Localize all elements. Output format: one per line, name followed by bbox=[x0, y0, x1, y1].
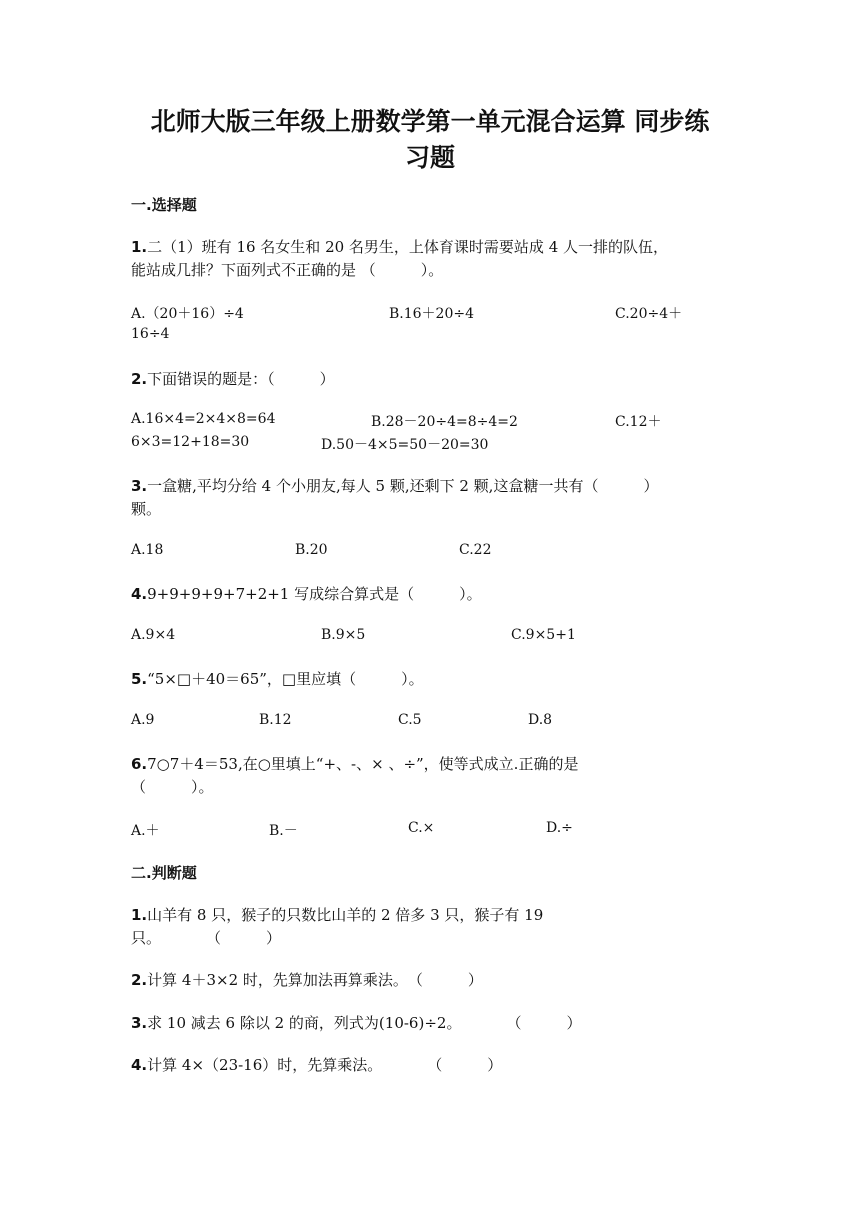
option-d[interactable]: D.50－4×5=50－20=30 bbox=[321, 437, 489, 453]
option-a[interactable]: A.＋ bbox=[131, 823, 160, 839]
question-number: 5. bbox=[131, 670, 148, 688]
option-d[interactable]: D.÷ bbox=[546, 820, 573, 836]
question-number: 1. bbox=[131, 238, 148, 256]
question-5 bbox=[131, 668, 424, 691]
question-text-cont[interactable]: 只。 （ ） bbox=[131, 929, 282, 947]
question-number: 4. bbox=[131, 585, 148, 603]
question-6 bbox=[131, 753, 578, 799]
question-text-cont: 颗。 bbox=[131, 500, 162, 518]
judgement-4 bbox=[131, 1054, 502, 1077]
question-text: 7○7＋4＝53,在○里填上“+、-、× 、÷”，使等式成立.正确的是 bbox=[147, 755, 579, 773]
question-text[interactable]: 计算 4×（23-16）时，先算乘法。 （ ） bbox=[147, 1056, 503, 1074]
option-a[interactable]: A.18 bbox=[131, 542, 164, 558]
option-b[interactable]: B.9×5 bbox=[321, 627, 366, 643]
option-b[interactable]: B.12 bbox=[259, 712, 292, 728]
question-number: 2. bbox=[131, 370, 148, 388]
question-2 bbox=[131, 368, 335, 391]
question-text: 山羊有 8 只，猴子的只数比山羊的 2 倍多 3 只，猴子有 19 bbox=[147, 906, 544, 924]
question-number: 1. bbox=[131, 906, 148, 924]
title-line-2: 习题 bbox=[404, 143, 455, 172]
option-b[interactable]: B.28－20÷4=8÷4=2 bbox=[371, 414, 518, 430]
option-a[interactable]: A.（20＋16）÷4 bbox=[131, 306, 244, 322]
option-d[interactable]: D.8 bbox=[528, 712, 553, 728]
section-heading-choice: 一.选择题 bbox=[131, 196, 197, 214]
option-a[interactable]: A.9 bbox=[131, 712, 155, 728]
question-number: 2. bbox=[131, 971, 148, 989]
question-text-cont: 能站成几排？下面列式不正确的是 （ ）。 bbox=[131, 261, 444, 279]
option-b[interactable]: B.16＋20÷4 bbox=[389, 306, 475, 322]
judgement-1 bbox=[131, 904, 543, 950]
section-heading-judgement: 二.判断题 bbox=[131, 864, 197, 882]
question-text[interactable]: 求 10 减去 6 除以 2 的商，列式为(10-6)÷2。 （ ） bbox=[147, 1014, 582, 1032]
question-text[interactable]: 计算 4＋3×2 时，先算加法再算乘法。 （ ） bbox=[147, 971, 483, 989]
question-1 bbox=[131, 236, 668, 282]
option-c[interactable]: C.12＋ bbox=[615, 414, 662, 430]
question-text: 9+9+9+9+7+2+1 写成综合算式是（ ）。 bbox=[147, 585, 482, 603]
judgement-2 bbox=[131, 969, 483, 992]
option-c[interactable]: C.22 bbox=[459, 542, 492, 558]
option-c[interactable]: C.20÷4＋ bbox=[615, 306, 683, 322]
question-number: 3. bbox=[131, 1014, 148, 1032]
question-4 bbox=[131, 583, 482, 606]
question-text: 下面错误的题是：（ ） bbox=[147, 370, 335, 388]
option-c[interactable]: C.× bbox=[408, 820, 435, 836]
option-b[interactable]: B.20 bbox=[295, 542, 328, 558]
option-c[interactable]: C.9×5+1 bbox=[511, 627, 576, 643]
question-text: “5×□＋40＝65”，□里应填（ ）。 bbox=[147, 670, 424, 688]
question-text-cont: （ ）。 bbox=[131, 778, 214, 796]
option-c[interactable]: C.5 bbox=[398, 712, 422, 728]
option-c-cont: 6×3=12+18=30 bbox=[131, 434, 250, 450]
question-text: 二（1）班有 16 名女生和 20 名男生，上体育课时需要站成 4 人一排的队伍， bbox=[147, 238, 669, 256]
question-number: 4. bbox=[131, 1056, 148, 1074]
option-a[interactable]: A.9×4 bbox=[131, 627, 176, 643]
option-c-cont: 16÷4 bbox=[131, 326, 170, 342]
page-title bbox=[0, 104, 860, 176]
question-number: 3. bbox=[131, 477, 148, 495]
question-text: 一盒糖,平均分给 4 个小朋友,每人 5 颗,还剩下 2 颗,这盒糖一共有（ ） bbox=[147, 477, 659, 495]
judgement-3 bbox=[131, 1012, 581, 1035]
option-a[interactable]: A.16×4=2×4×8=64 bbox=[131, 411, 276, 427]
question-3 bbox=[131, 475, 658, 521]
question-number: 6. bbox=[131, 755, 148, 773]
option-b[interactable]: B.－ bbox=[269, 823, 298, 839]
title-line-1: 北师大版三年级上册数学第一单元混合运算 同步练 bbox=[150, 107, 710, 136]
